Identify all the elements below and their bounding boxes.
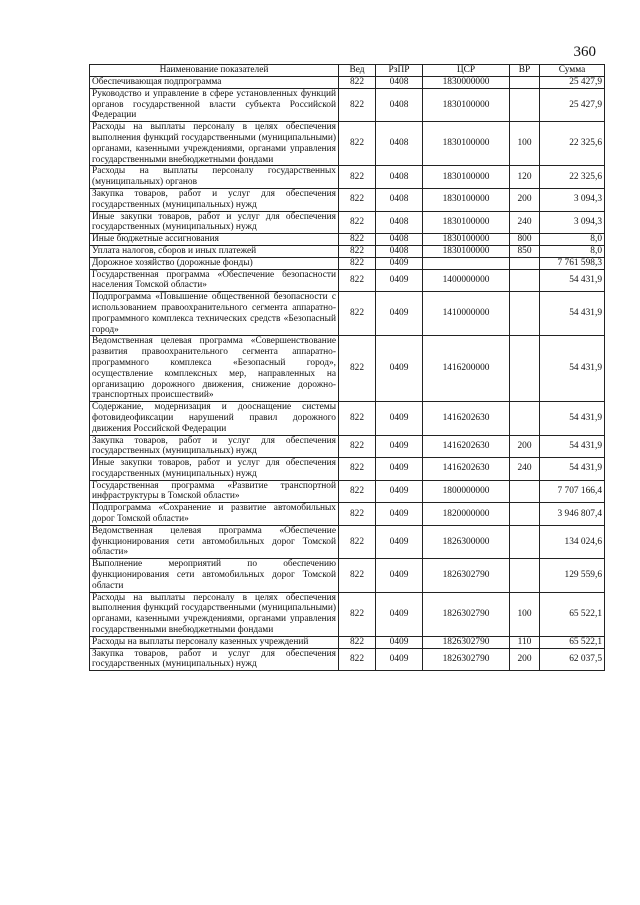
cell-rzpr: 0409 — [376, 503, 423, 526]
cell-sum: 62 037,5 — [540, 648, 605, 671]
cell-ved: 822 — [339, 245, 376, 257]
cell-ved: 822 — [339, 480, 376, 503]
cell-vr — [510, 525, 540, 558]
cell-vr — [510, 88, 540, 121]
cell-vr — [510, 77, 540, 89]
table-row — [90, 648, 605, 671]
cell-rzpr: 0409 — [376, 592, 423, 636]
cell-vr — [510, 503, 540, 526]
cell-csr: 1830000000 — [423, 77, 510, 89]
cell-name: Иные закупки товаров, работ и услуг для обеспечения государственных (муниципальных) нужд — [90, 211, 339, 234]
cell-sum: 54 431,9 — [540, 402, 605, 435]
cell-ved: 822 — [339, 122, 376, 166]
cell-ved: 822 — [339, 336, 376, 402]
cell-name: Закупка товаров, работ и услуг для обеспечения государственных (муниципальных) нужд — [90, 435, 339, 458]
cell-vr: 240 — [510, 458, 540, 481]
cell-vr — [510, 269, 540, 292]
table-row — [90, 559, 605, 592]
table-row — [90, 188, 605, 211]
table-row — [90, 269, 605, 292]
cell-name: Подпрограмма «Повышение общественной безопасности с использованием правоохранительного сегмента аппаратно-программного комплекса технических средств «Безопасный город» — [90, 292, 339, 336]
cell-rzpr: 0409 — [376, 525, 423, 558]
cell-name: Ведомственная целевая программа «Обеспечение функционирования сети автомобильных дорог Томской области» — [90, 525, 339, 558]
cell-vr: 800 — [510, 234, 540, 246]
cell-name: Государственная программа «Развитие транспортной инфраструктуры в Томской области» — [90, 480, 339, 503]
cell-csr: 1800000000 — [423, 480, 510, 503]
page-number: 360 — [573, 44, 596, 60]
cell-vr: 110 — [510, 636, 540, 648]
table-row — [90, 525, 605, 558]
cell-ved: 822 — [339, 458, 376, 481]
cell-name: Закупка товаров, работ и услуг для обеспечения государственных (муниципальных) нужд — [90, 188, 339, 211]
cell-ved: 822 — [339, 402, 376, 435]
cell-vr: 200 — [510, 435, 540, 458]
cell-vr — [510, 559, 540, 592]
cell-ved: 822 — [339, 188, 376, 211]
cell-csr: 1830100000 — [423, 245, 510, 257]
table-body — [90, 77, 605, 671]
table-row — [90, 77, 605, 89]
cell-rzpr: 0409 — [376, 257, 423, 269]
cell-name: Уплата налогов, сборов и иных платежей — [90, 245, 339, 257]
cell-rzpr: 0409 — [376, 559, 423, 592]
table-row — [90, 292, 605, 336]
cell-rzpr: 0409 — [376, 648, 423, 671]
cell-vr: 100 — [510, 122, 540, 166]
header-csr: ЦСР — [423, 65, 510, 77]
table-row — [90, 257, 605, 269]
cell-csr: 1830100000 — [423, 166, 510, 189]
table-row — [90, 211, 605, 234]
header-sum: Сумма — [540, 65, 605, 77]
cell-rzpr: 0409 — [376, 269, 423, 292]
cell-ved: 822 — [339, 88, 376, 121]
cell-rzpr: 0409 — [376, 402, 423, 435]
cell-name: Государственная программа «Обеспечение безопасности населения Томской области» — [90, 269, 339, 292]
cell-vr: 200 — [510, 188, 540, 211]
cell-sum: 54 431,9 — [540, 435, 605, 458]
cell-sum: 8,0 — [540, 245, 605, 257]
cell-csr: 1826302790 — [423, 648, 510, 671]
cell-name: Расходы на выплаты персоналу в целях обеспечения выполнения функций государственными (муниципальными) органами, казенными учреждениями, органами управления государственными внебюджетными фондами — [90, 592, 339, 636]
cell-vr: 240 — [510, 211, 540, 234]
cell-ved: 822 — [339, 648, 376, 671]
cell-rzpr: 0408 — [376, 245, 423, 257]
cell-rzpr: 0409 — [376, 336, 423, 402]
cell-rzpr: 0408 — [376, 166, 423, 189]
cell-csr: 1826302790 — [423, 636, 510, 648]
budget-table — [89, 64, 605, 671]
table-row — [90, 636, 605, 648]
cell-vr — [510, 336, 540, 402]
cell-ved: 822 — [339, 292, 376, 336]
cell-name: Руководство и управление в сфере установленных функций органов государственной власти субъекта Российской Федерации — [90, 88, 339, 121]
cell-csr: 1826302790 — [423, 559, 510, 592]
table-row — [90, 402, 605, 435]
cell-rzpr: 0408 — [376, 88, 423, 121]
cell-sum: 22 325,6 — [540, 166, 605, 189]
cell-name: Обеспечивающая подпрограмма — [90, 77, 339, 89]
cell-ved: 822 — [339, 77, 376, 89]
cell-vr: 100 — [510, 592, 540, 636]
table-header-row — [90, 65, 605, 77]
cell-sum: 3 094,3 — [540, 211, 605, 234]
cell-vr: 200 — [510, 648, 540, 671]
cell-ved: 822 — [339, 211, 376, 234]
cell-ved: 822 — [339, 269, 376, 292]
cell-name: Закупка товаров, работ и услуг для обеспечения государственных (муниципальных) нужд — [90, 648, 339, 671]
table-row — [90, 245, 605, 257]
cell-sum: 22 325,6 — [540, 122, 605, 166]
cell-csr: 1400000000 — [423, 269, 510, 292]
cell-sum: 7 707 166,4 — [540, 480, 605, 503]
cell-name: Иные бюджетные ассигнования — [90, 234, 339, 246]
cell-rzpr: 0408 — [376, 234, 423, 246]
cell-vr — [510, 402, 540, 435]
cell-ved: 822 — [339, 435, 376, 458]
cell-rzpr: 0409 — [376, 292, 423, 336]
cell-csr: 1410000000 — [423, 292, 510, 336]
table-row — [90, 435, 605, 458]
cell-name: Выполнение мероприятий по обеспечению функционирования сети автомобильных дорог Томской области — [90, 559, 339, 592]
cell-csr: 1416202630 — [423, 458, 510, 481]
cell-ved: 822 — [339, 234, 376, 246]
cell-name: Расходы на выплаты персоналу государственных (муниципальных) органов — [90, 166, 339, 189]
table-row — [90, 166, 605, 189]
cell-sum: 3 094,3 — [540, 188, 605, 211]
table-row — [90, 592, 605, 636]
cell-name: Подпрограмма «Сохранение и развитие автомобильных дорог Томской области» — [90, 503, 339, 526]
cell-vr: 850 — [510, 245, 540, 257]
cell-ved: 822 — [339, 503, 376, 526]
cell-vr — [510, 257, 540, 269]
cell-vr — [510, 292, 540, 336]
cell-sum: 3 946 807,4 — [540, 503, 605, 526]
table-row — [90, 336, 605, 402]
cell-sum: 25 427,9 — [540, 88, 605, 121]
cell-ved: 822 — [339, 166, 376, 189]
cell-sum: 65 522,1 — [540, 592, 605, 636]
cell-csr: 1826300000 — [423, 525, 510, 558]
cell-csr: 1830100000 — [423, 234, 510, 246]
table-row — [90, 88, 605, 121]
cell-name: Расходы на выплаты персоналу в целях обеспечения выполнения функций государственными (муниципальными) органами, казенными учреждениями, органами управления государственными внебюджетными фондами — [90, 122, 339, 166]
cell-rzpr: 0408 — [376, 211, 423, 234]
cell-ved: 822 — [339, 525, 376, 558]
cell-sum: 54 431,9 — [540, 292, 605, 336]
cell-sum: 129 559,6 — [540, 559, 605, 592]
table-row — [90, 503, 605, 526]
header-name: Наименование показателей — [90, 65, 339, 77]
cell-csr: 1826302790 — [423, 592, 510, 636]
header-ved: Вед — [339, 65, 376, 77]
cell-sum: 25 427,9 — [540, 77, 605, 89]
cell-rzpr: 0408 — [376, 122, 423, 166]
cell-csr: 1830100000 — [423, 211, 510, 234]
cell-name: Ведомственная целевая программа «Совершенствование развития правоохранительного сегмента аппаратно-программного комплекса «Безопасный город», осуществление комплексных мер, направленных на организацию дорожного движения, снижение дорожно-транспортных происшествий» — [90, 336, 339, 402]
cell-rzpr: 0409 — [376, 435, 423, 458]
cell-sum: 65 522,1 — [540, 636, 605, 648]
cell-ved: 822 — [339, 592, 376, 636]
cell-csr: 1830100000 — [423, 122, 510, 166]
cell-ved: 822 — [339, 636, 376, 648]
cell-sum: 54 431,9 — [540, 336, 605, 402]
cell-rzpr: 0409 — [376, 636, 423, 648]
cell-name: Дорожное хозяйство (дорожные фонды) — [90, 257, 339, 269]
cell-rzpr: 0409 — [376, 458, 423, 481]
cell-ved: 822 — [339, 559, 376, 592]
cell-sum: 7 761 598,3 — [540, 257, 605, 269]
cell-csr: 1416200000 — [423, 336, 510, 402]
cell-rzpr: 0409 — [376, 480, 423, 503]
header-rzpr: РзПР — [376, 65, 423, 77]
cell-sum: 8,0 — [540, 234, 605, 246]
table-row — [90, 480, 605, 503]
table-row — [90, 458, 605, 481]
cell-rzpr: 0408 — [376, 77, 423, 89]
header-vr: ВР — [510, 65, 540, 77]
cell-csr: 1830100000 — [423, 188, 510, 211]
cell-csr: 1830100000 — [423, 88, 510, 121]
cell-name: Иные закупки товаров, работ и услуг для обеспечения государственных (муниципальных) нужд — [90, 458, 339, 481]
table-row — [90, 234, 605, 246]
cell-csr — [423, 257, 510, 269]
table-row — [90, 122, 605, 166]
cell-csr: 1416202630 — [423, 402, 510, 435]
cell-vr — [510, 480, 540, 503]
cell-vr: 120 — [510, 166, 540, 189]
cell-sum: 134 024,6 — [540, 525, 605, 558]
cell-name: Расходы на выплаты персоналу казенных учреждений — [90, 636, 339, 648]
cell-csr: 1820000000 — [423, 503, 510, 526]
cell-name: Содержание, модернизация и дооснащение системы фотовидеофиксации нарушений правил дорожного движения Российской Федерации — [90, 402, 339, 435]
cell-sum: 54 431,9 — [540, 458, 605, 481]
cell-sum: 54 431,9 — [540, 269, 605, 292]
cell-csr: 1416202630 — [423, 435, 510, 458]
cell-rzpr: 0408 — [376, 188, 423, 211]
cell-ved: 822 — [339, 257, 376, 269]
